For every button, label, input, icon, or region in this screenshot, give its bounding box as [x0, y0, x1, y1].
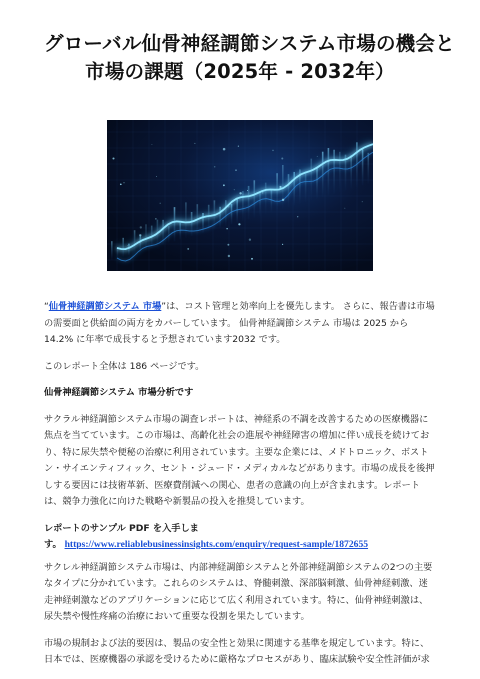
hero-dot [223, 148, 226, 151]
hero-dot [127, 245, 128, 246]
hero-dot [249, 239, 251, 241]
market-link[interactable]: 仙骨神経調節システム 市場 [48, 301, 162, 312]
sample-request-link[interactable]: https://www.reliablebusinessinsights.com/enquiry/request-sample/1872655 [64, 539, 369, 550]
hero-bar [362, 149, 364, 185]
hero-dot [234, 189, 235, 190]
hero-bar [271, 189, 273, 212]
hero-dot [156, 176, 157, 177]
analysis-heading: 仙骨神経調節システム 市場分析です [44, 387, 194, 398]
hero-dot [228, 255, 230, 257]
hero-dot [239, 192, 241, 194]
hero-dot [226, 228, 227, 229]
quote-open: “ [44, 301, 49, 312]
hero-dot [262, 192, 263, 193]
hero-bar [288, 174, 290, 207]
hero-dot [194, 143, 195, 144]
hero-dot [187, 248, 189, 250]
hero-bar [333, 150, 335, 194]
hero-bar [311, 159, 313, 201]
hero-dot [120, 183, 122, 185]
sample-request-block [44, 521, 436, 554]
hero-bar [111, 241, 113, 260]
hero-bar [328, 148, 330, 195]
page-title [44, 30, 455, 86]
hero-dot [282, 244, 283, 245]
hero-dot [282, 199, 284, 201]
hero-bar [316, 167, 318, 199]
hero-dot [112, 157, 114, 159]
hero-dot [139, 234, 141, 236]
hero-dot [223, 184, 225, 186]
sample-label-prefix: レポートのサンプル PDF を入手しま [44, 522, 199, 534]
intro-paragraph [44, 299, 436, 349]
hero-dot [155, 218, 156, 219]
document-body [44, 299, 436, 669]
hero-dot [317, 156, 318, 157]
hero-dot [247, 190, 248, 191]
hero-dot [281, 157, 283, 159]
sample-label-suffix: す。 [44, 539, 62, 550]
hero-dot [297, 216, 298, 217]
paragraph-regulation: 市場の規制および法的要因は、製品の安全性と効果に関連する基準を規定しています。特に、日本では、医療機器の承認を受けるために厳格なプロセスがあり、臨床試験や安全性評価が求 [44, 637, 430, 665]
hero-dot [214, 166, 216, 168]
hero-dot [235, 169, 237, 171]
hero-bar [179, 223, 181, 240]
hero-dot [344, 208, 345, 209]
hero-bar [254, 180, 256, 217]
paragraph-market-types: サクレル神経調節システム市場は、内部神経調節システムと外部神経調節システムの2つの主要なタイプに分かれています。これらのシステムは、脊髄刺激、深部脳刺激、仙骨神経刺激、迷走神経刺激などのアプリケーションに応じて広く利用されています。特に、仙骨神経刺激は、尿失禁や慢性疼痛の治療において重要な役割を果たしています。 [44, 561, 433, 622]
hero-bar [305, 171, 307, 202]
growth-line-chart-image [107, 120, 373, 271]
hero-dot [362, 201, 363, 202]
hero-dot [279, 186, 281, 188]
hero-dot [160, 203, 161, 204]
hero-dot [227, 244, 229, 246]
hero-dot [238, 223, 240, 225]
hero-dot [327, 161, 328, 162]
hero-image-growth-line-chart [107, 120, 373, 271]
hero-dot [251, 258, 253, 260]
hero-dot [227, 205, 229, 207]
page-count-text: このレポート全体は 186 ページです。 [44, 360, 205, 372]
quote-close: ” [161, 301, 167, 312]
hero-dot [272, 150, 274, 152]
hero-bar [368, 153, 370, 184]
hero-bar [231, 204, 233, 224]
hero-dot [238, 146, 239, 147]
hero-bar [248, 186, 250, 219]
paragraph-market-overview: サクラル神経調節システム市場の調査レポートは、神経系の不調を改善するための医療機器に焦点を当てています。この市場は、高齢化社会の進展や神経障害の増加に伴い成長を続けており、特に尿失禁や便秘の治療に利用されています。主要な企業には、メドトロニック、ボストン・サイエンティフィック、セント・ジュード・メディカルなどがあります。市場の成長を後押しする要因には技術革新、医療費削減への関心、患者の意識の向上が含まれます。レポートは、競争力強化に向けた戦略や新製品の投入を推奨しています。 [44, 413, 435, 507]
intro-text: は、コスト管理と効率向上を優先します。 さらに、報告書は市場の需要面と供給面の両方をカバーしています。 仙骨神経調節システム 市場は 2025 から 14.2% に年率で成長すると予想されています2032 です。 [44, 301, 435, 345]
hero-dot [123, 182, 124, 183]
title-line-2: 市場の課題（2025年 - 2032年） [85, 60, 395, 83]
title-line-1: グローバル仙骨神経調節システム市場の機会と [44, 32, 455, 55]
hero-dot [140, 226, 142, 228]
hero-dot [151, 144, 152, 145]
